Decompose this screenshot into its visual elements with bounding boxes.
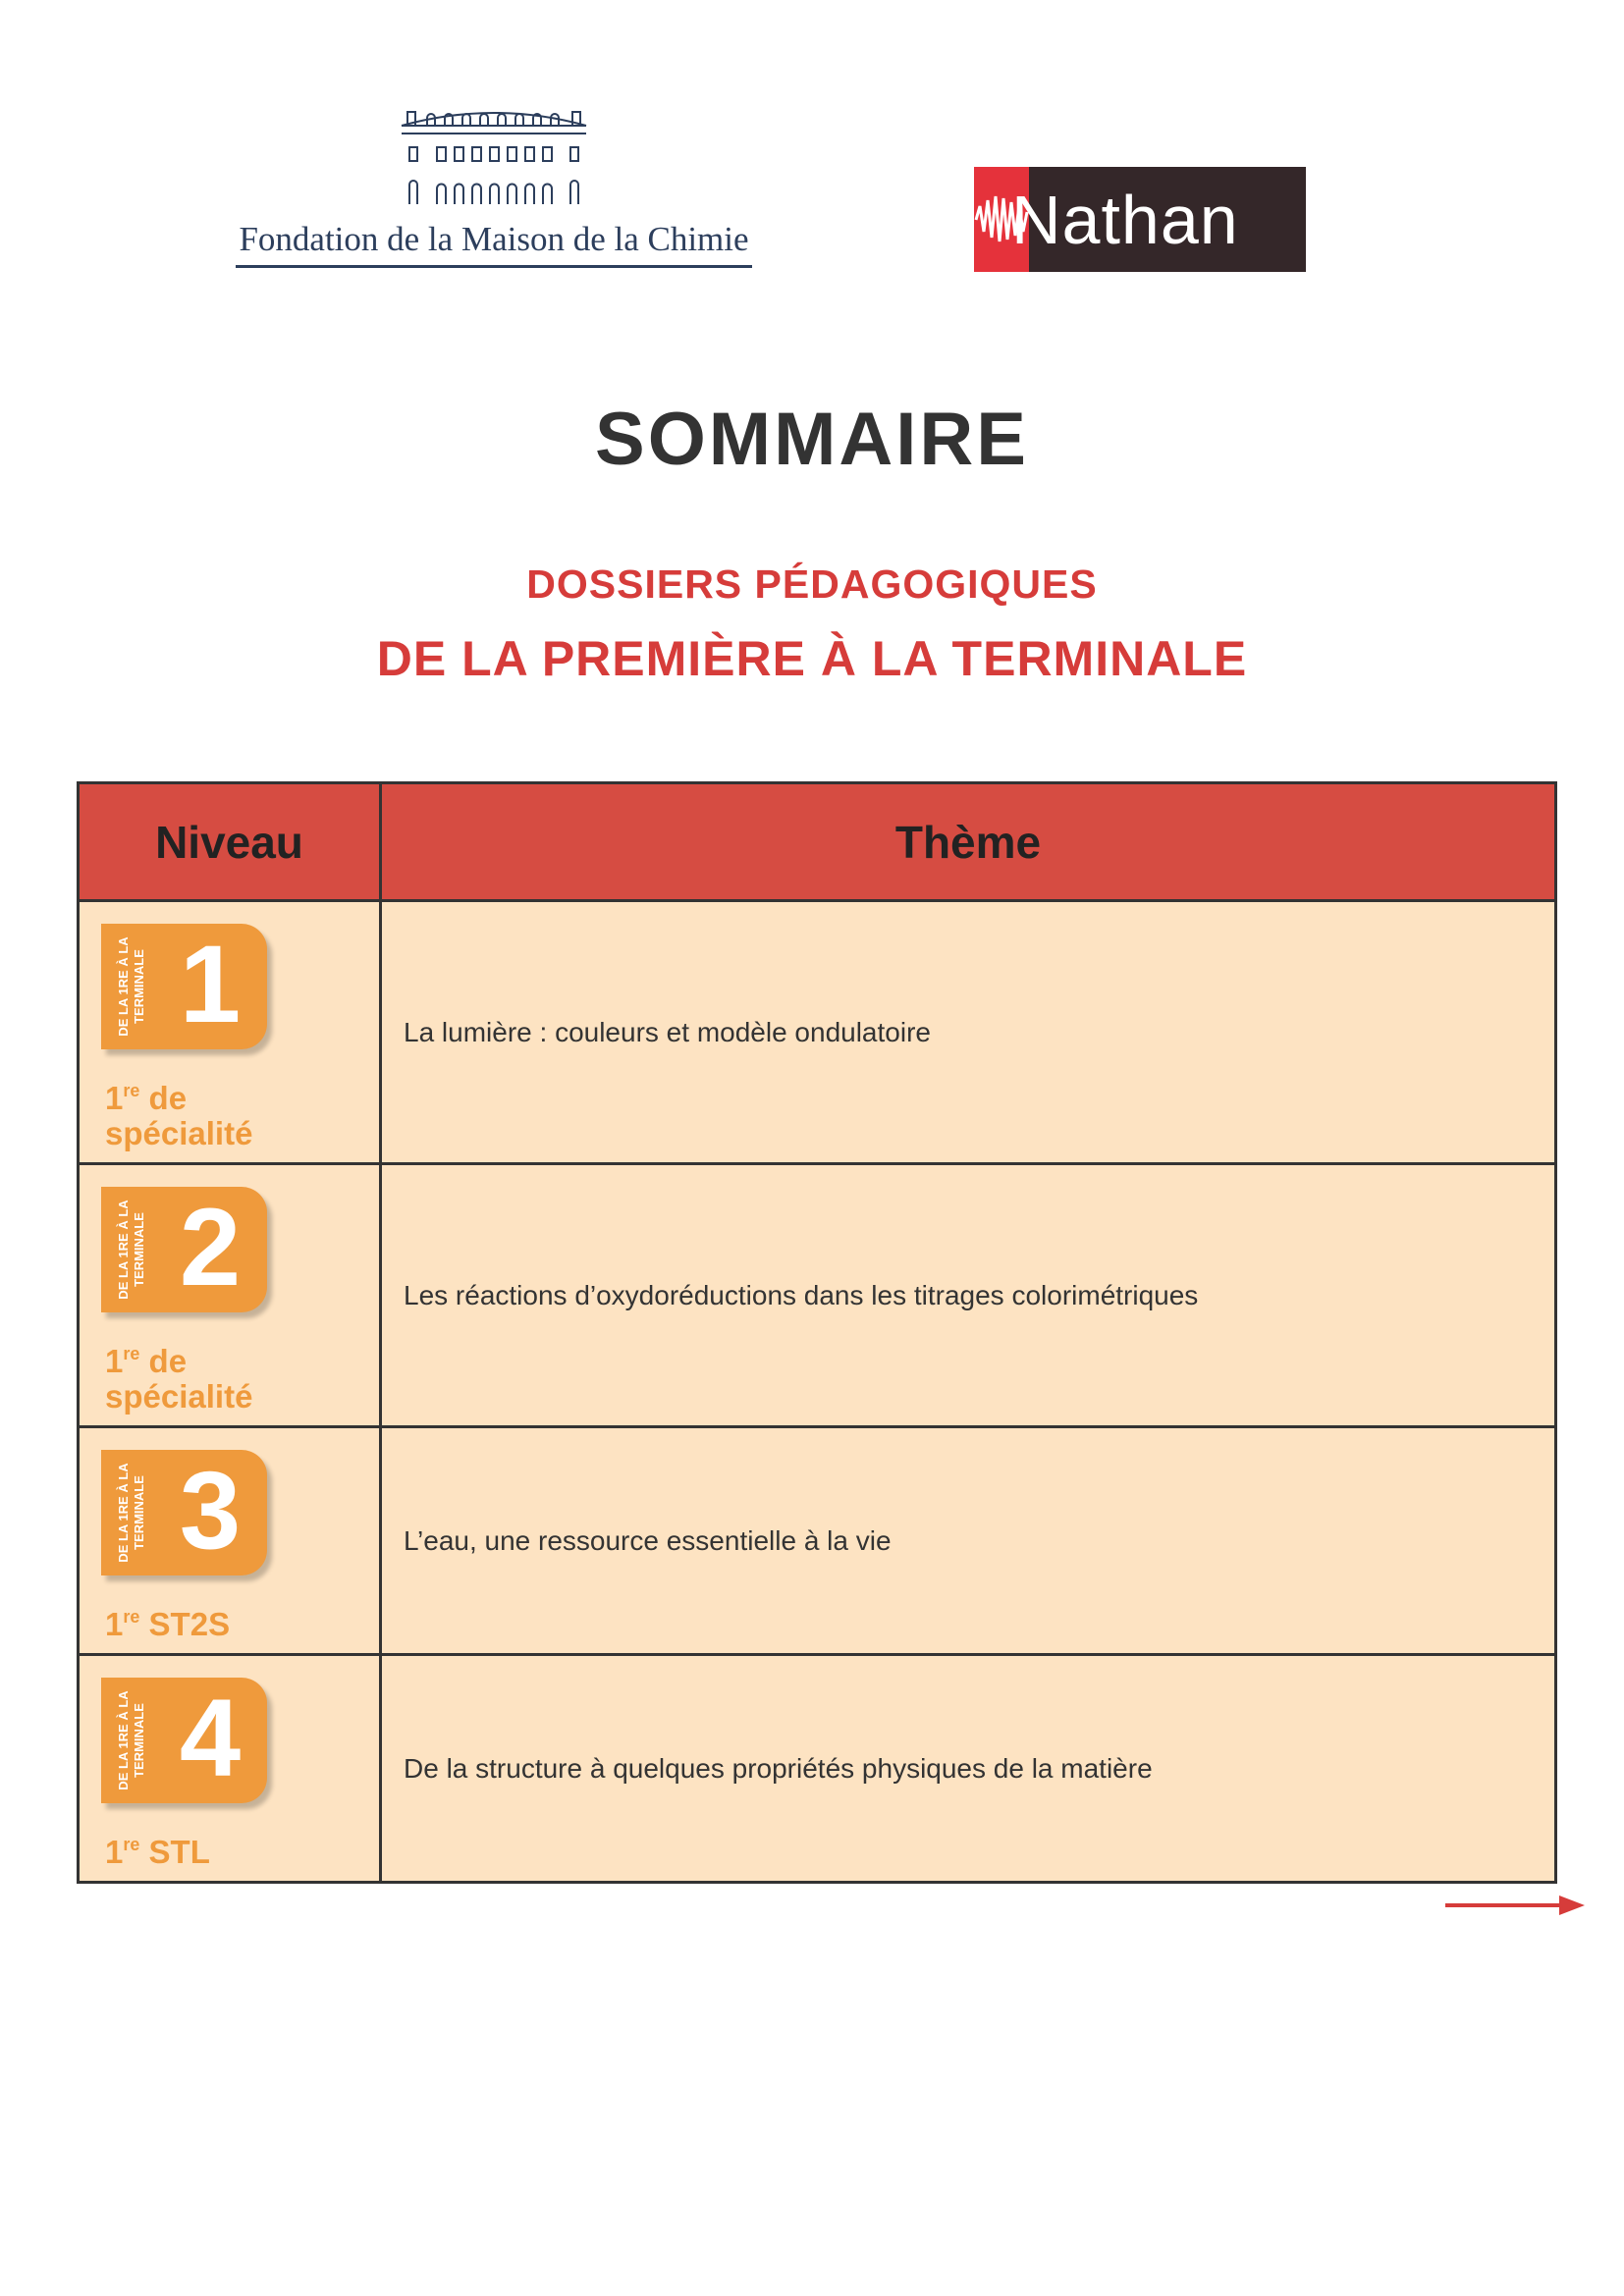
table-row[interactable]	[79, 1427, 1556, 1655]
theme-cell[interactable]	[381, 1655, 1556, 1883]
dossier-badge-1	[101, 924, 267, 1049]
table-header-row	[79, 783, 1556, 901]
theme-text: De la structure à quelques propriétés physiques de la matière	[404, 1752, 1153, 1784]
badge-number: 1	[179, 923, 242, 1045]
table-row[interactable]	[79, 901, 1556, 1164]
nathan-logo	[974, 167, 1306, 272]
badge-side-text: DE LA 1RE À LA TERMINALE	[116, 1690, 146, 1790]
header-theme: Thème	[381, 783, 1556, 901]
badge-number: 3	[179, 1449, 242, 1572]
table-row[interactable]	[79, 1164, 1556, 1427]
page-subtitle-levels: DE LA PREMIÈRE À LA TERMINALE	[376, 631, 1248, 686]
dossier-badge-4	[101, 1678, 267, 1803]
arrow-right-icon[interactable]	[1443, 1891, 1587, 1920]
level-label: 1re STL	[105, 1834, 210, 1870]
theme-cell[interactable]	[381, 901, 1556, 1164]
badge-side-text: DE LA 1RE À LA TERMINALE	[116, 1463, 146, 1563]
nathan-logo-panel	[1011, 167, 1306, 272]
badge-side-text: DE LA 1RE À LA TERMINALE	[116, 936, 146, 1037]
niveau-cell	[79, 1427, 381, 1655]
summary-table	[77, 781, 1557, 1884]
nathan-logo-text: Nathan	[1011, 182, 1239, 258]
niveau-cell	[79, 1164, 381, 1427]
theme-cell[interactable]	[381, 1164, 1556, 1427]
page-subtitle-dossiers: DOSSIERS PÉDAGOGIQUES	[526, 561, 1098, 607]
page-title: SOMMAIRE	[595, 398, 1029, 481]
level-label: 1re de spécialité	[105, 1080, 253, 1151]
level-label: 1re de spécialité	[105, 1343, 253, 1415]
theme-text: L’eau, une ressource essentielle à la vie	[404, 1524, 892, 1556]
level-label: 1re ST2S	[105, 1606, 231, 1642]
theme-text: Les réactions d’oxydoréductions dans les titrages colorimétriques	[404, 1279, 1199, 1310]
niveau-cell	[79, 1655, 381, 1883]
fondation-logo-text: Fondation de la Maison de la Chimie	[239, 220, 749, 258]
badge-side-text: DE LA 1RE À LA TERMINALE	[116, 1200, 146, 1300]
badge-number: 2	[179, 1186, 242, 1308]
theme-text: La lumière : couleurs et modèle ondulatoire	[404, 1016, 931, 1047]
badge-number: 4	[179, 1677, 242, 1799]
dossier-badge-3	[101, 1450, 267, 1575]
fondation-logo-rule	[236, 265, 752, 268]
niveau-cell	[79, 901, 381, 1164]
theme-cell[interactable]	[381, 1427, 1556, 1655]
table-row[interactable]	[79, 1655, 1556, 1883]
header-niveau: Niveau	[79, 783, 381, 901]
dossier-badge-2	[101, 1187, 267, 1312]
building-icon	[398, 104, 590, 212]
fondation-logo	[236, 104, 752, 273]
